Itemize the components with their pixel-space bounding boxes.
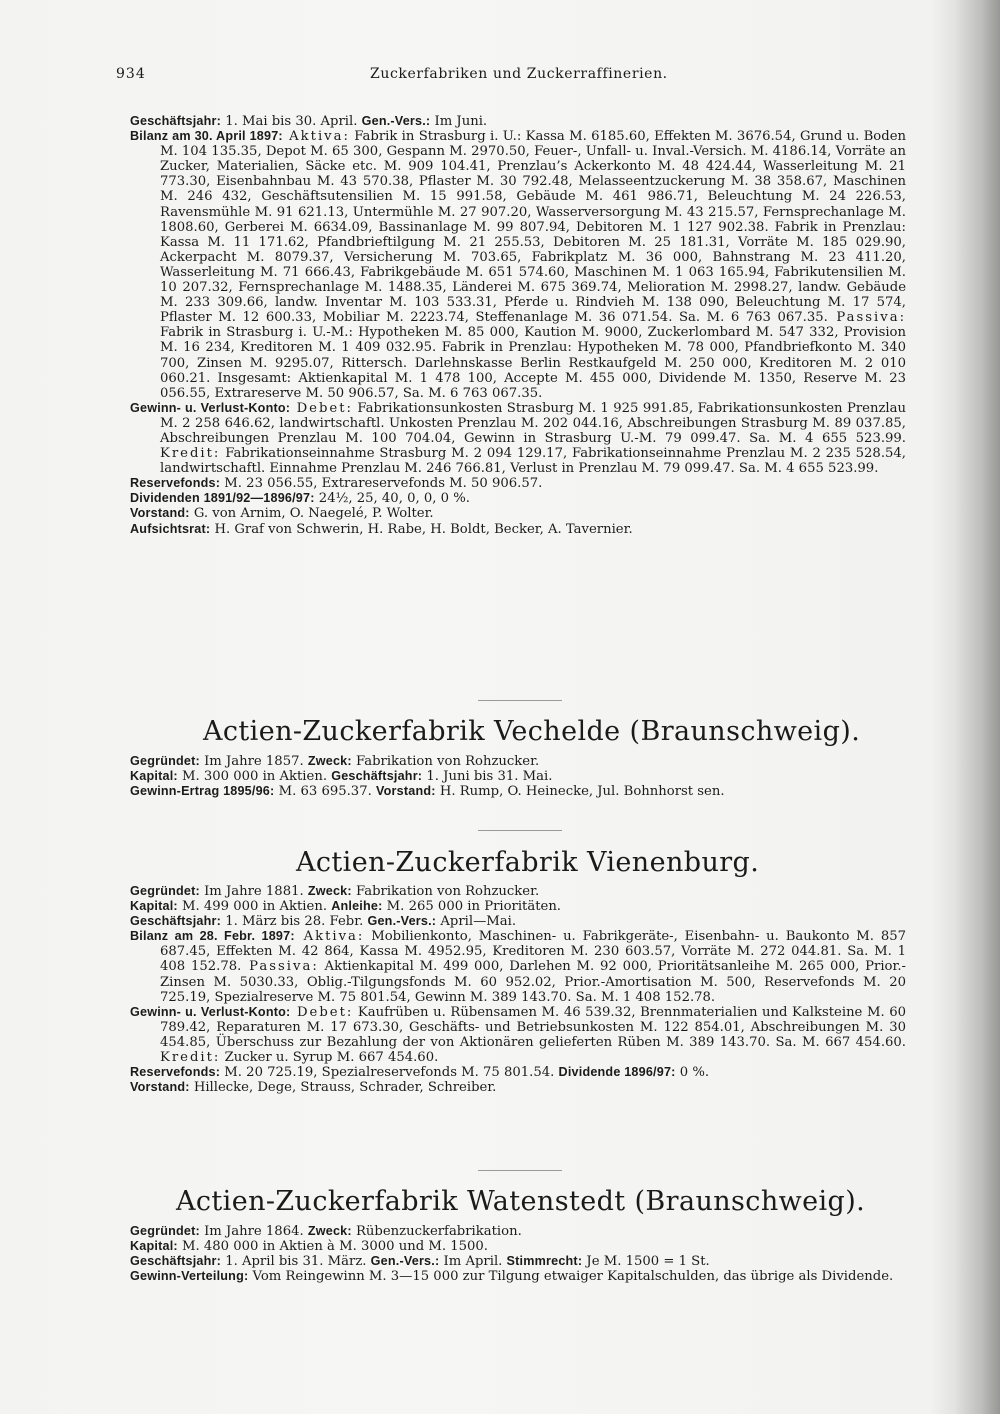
running-title: Zuckerfabriken und Zuckerraffinerien.	[370, 66, 668, 82]
section-divider	[478, 830, 562, 831]
entry-geschaeftsjahr: Geschäftsjahr: 1. Mai bis 30. April. Gen.-Vers.: Im Juni.	[130, 114, 488, 129]
entry-geschaeftsjahr: Geschäftsjahr: 1. März bis 28. Febr. Gen.-Vers.: April—Mai.	[130, 914, 517, 930]
entry-gewinn-verteilung: Gewinn-Verteilung: Vom Reingewinn M. 3—15 000 zur Tilgung etwaiger Kapitalschulden, das übrige als Dividende.	[130, 1269, 894, 1285]
section-divider	[478, 700, 562, 701]
entry-bilanz: Bilanz am 30. April 1897: Aktiva: Fabrik in Strasburg i. U.: Kassa M. 6185.60, Effekten M. 3676.54, Grund u. Boden M. 104 135.35, Depot M. 65 300, Gespann M. 2970.50, Feuer-, Unfall- u. Inval.-Versich. M. 4186.14, Vorräte an Zucker, Materialien, Säcke etc. M. 909 104.41, Prenzlau’s Ackerkonto M. 48 424.44, Wasserleitung M. 21 773.30, Eisenbahnbau M. 43 570.38, Pflaster M. 30 792.48, Melasseentzuckerung M. 38 358.67, Maschinen M. 246 432, Geschäftsutensilien M. 15 991.58, Gebäude M. 461 986.71, Beleuchtung M. 24 226.53, Ravensmühle M. 91 621.13, Untermühle M. 27 907.20, Wasserversorgung M. 43 215.57, Fernsprechanlage M. 1808.60, Gerberei M. 6634.09, Bassinanlage M. 99 807.94, Debitoren M. 1 127 902.38. Fabrik in Prenzlau: Kassa M. 11 171.62, Pfandbrieftilgung M. 21 255.53, Debitoren M. 25 181.31, Vorräte M. 185 029.90, Ackerpacht M. 8079.37, Versicherung M. 703.65, Fabrikplatz M. 36 000, Bahnstrang M. 23 411.20, Wasserleitung M. 71 666.43, Fabrikgebäude M. 651 574.60, Maschinen M. 1 063 165.94, Fabrikutensilien M. 10 207.32, Fernsprechanlage M. 1488.35, Länderei M. 675 369.74, Melioration M. 2998.27, landw. Gebäude M. 233 309.66, landw. Inventar M. 103 533.31, Pferde u. Rindvieh M. 138 090, Beleuchtung M. 17 574, Pflaster M. 12 600.33, Mobiliar M. 2223.74, Steffenanlage M. 36 071.54. Sa. M. 6 763 067.35. Passiva: Fabrik in Strasburg i. U.-M.: Hypotheken M. 85 000, Kaution M. 9000, Zuckerlombard M. 547 332, Provision M. 16 234, Kreditoren M. 1 409 032.95. Fabrik in Prenzlau: Hypotheken M. 78 000, Pfandbriefkonto M. 340 700, Zinsen M. 9295.07, Rittersch. Darlehnskasse Berlin Restkaufgeld M. 250 000, Kreditoren M. 2 010 060.21. Insgesamt: Aktienkapital M. 1 478 100, Accepte M. 455 000, Dividende M. 1350, Reserve M. 23 056.55, Extrareserve M. 50 906.57, Sa. M. 6 763 067.35.	[130, 129, 907, 401]
entry-kapital: Kapital: M. 499 000 in Aktien. Anleihe: M. 265 000 in Prioritäten.	[130, 899, 561, 915]
entry-gewinn-verlust: Gewinn- u. Verlust-Konto: Debet: Fabrikationsunkosten Strasburg M. 1 925 991.85, Fabrikationsunkosten Prenzlau M. 2 258 646.62, landwirtschaftl. Unkosten Prenzlau M. 202 044.16, Abschreibungen Strasburg M. 89 037.85, Abschreibungen Prenzlau M. 100 704.04, Gewinn in Strasburg U.-M. 79 099.47. Sa. M. 4 655 523.99. Kredit: Fabrikationseinnahme Strasburg M. 2 094 129.17, Fabrikationseinnahme Prenzlau M. 2 235 528.54, landwirtschaftl. Einnahme Prenzlau M. 246 766.81, Verlust in Prenzlau M. 79 099.47. Sa. M. 4 655 523.99.	[130, 400, 906, 477]
entry-gewinn-verlust: Gewinn- u. Verlust-Konto: Debet: Kaufrüben u. Rübensamen M. 46 539.32, Brennmaterialien und Kalksteine M. 60 789.42, Reparaturen M. 17 673.30, Geschäfts- und Betriebsunkosten M. 122 854.01, Abschreibungen M. 30 454.85, Überschuss zur Bezahlung der von Aktionären gelieferten Rüben M. 389 143.70. Sa. M. 667 454.60. Kredit: Zucker u. Syrup M. 667 454.60.	[130, 1004, 906, 1066]
entry-reservefonds: Reservefonds: M. 20 725.19, Spezialreservefonds M. 75 801.54. Dividende 1896/97: 0 %.	[130, 1065, 710, 1081]
entry-kapital: Kapital: M. 480 000 in Aktien à M. 3000 und M. 1500.	[130, 1239, 488, 1255]
page-number: 934	[116, 66, 146, 82]
entry-bilanz: Bilanz am 28. Febr. 1897: Aktiva: Mobilienkonto, Maschinen- u. Fabrikgeräte-, Eisenbahn- u. Baukonto M. 857 687.45, Effekten M. 42 864, Kassa M. 4952.95, Kreditoren M. 230 603.57, Vorräte M. 272 044.81. Sa. M. 1 408 152.78. Passiva: Aktienkapital M. 499 000, Darlehen M. 92 000, Prioritätsanleihe M. 265 000, Prior.-Zinsen M. 5030.33, Oblig.-Tilgungsfonds M. 60 952.02, Prior.-Amortisation M. 500, Reservefonds M. 20 725.19, Spezialreserve M. 75 801.54, Gewinn M. 389 143.70. Sa. M. 1 408 152.78.	[130, 929, 906, 1005]
entry-vorstand: Vorstand: G. von Arnim, O. Naegelé, P. Wolter.	[130, 506, 434, 522]
company-block-vienenburg	[130, 884, 906, 1095]
entry-aufsichtsrat: Aufsichtsrat: H. Graf von Schwerin, H. Rabe, H. Boldt, Becker, A. Tavernier.	[130, 521, 633, 537]
entry-dividenden: Dividenden 1891/92—1896/97: 24½, 25, 40, 0, 0, 0 %.	[130, 491, 470, 507]
entry-vorstand: Vorstand: Hillecke, Dege, Strauss, Schrader, Schreiber.	[130, 1080, 497, 1096]
entry-gegruendet: Gegründet: Im Jahre 1857. Zweck: Fabrikation von Rohzucker.	[130, 754, 540, 769]
company-title-vechelde: Actien-Zuckerfabrik Vechelde (Braunschweig).	[203, 716, 861, 747]
entry-reservefonds: Reservefonds: M. 23 056.55, Extrareservefonds M. 50 906.57.	[130, 476, 543, 492]
company-title-watenstedt: Actien-Zuckerfabrik Watenstedt (Braunschweig).	[176, 1186, 866, 1217]
company-block-watenstedt	[130, 1224, 906, 1284]
entry-kapital: Kapital: M. 300 000 in Aktien. Geschäftsjahr: 1. Juni bis 31. Mai.	[130, 769, 553, 785]
entry-geschaeftsjahr: Geschäftsjahr: 1. April bis 31. März. Gen.-Vers.: Im April. Stimmrecht: Je M. 1500 = 1 St.	[130, 1254, 710, 1270]
section-divider	[478, 1170, 562, 1171]
entry-gegruendet: Gegründet: Im Jahre 1881. Zweck: Fabrikation von Rohzucker.	[130, 884, 540, 899]
page-edge-shadow	[954, 0, 1000, 1414]
entry-gegruendet: Gegründet: Im Jahre 1864. Zweck: Rübenzuckerfabrikation.	[130, 1224, 522, 1239]
company-block-continued	[130, 114, 906, 537]
company-title-vienenburg: Actien-Zuckerfabrik Vienenburg.	[296, 847, 760, 878]
entry-gewinn-ertrag: Gewinn-Ertrag 1895/96: M. 63 695.37. Vorstand: H. Rump, O. Heinecke, Jul. Bohnhorst sen.	[130, 784, 725, 800]
page-header	[116, 66, 906, 88]
company-block-vechelde	[130, 754, 906, 799]
